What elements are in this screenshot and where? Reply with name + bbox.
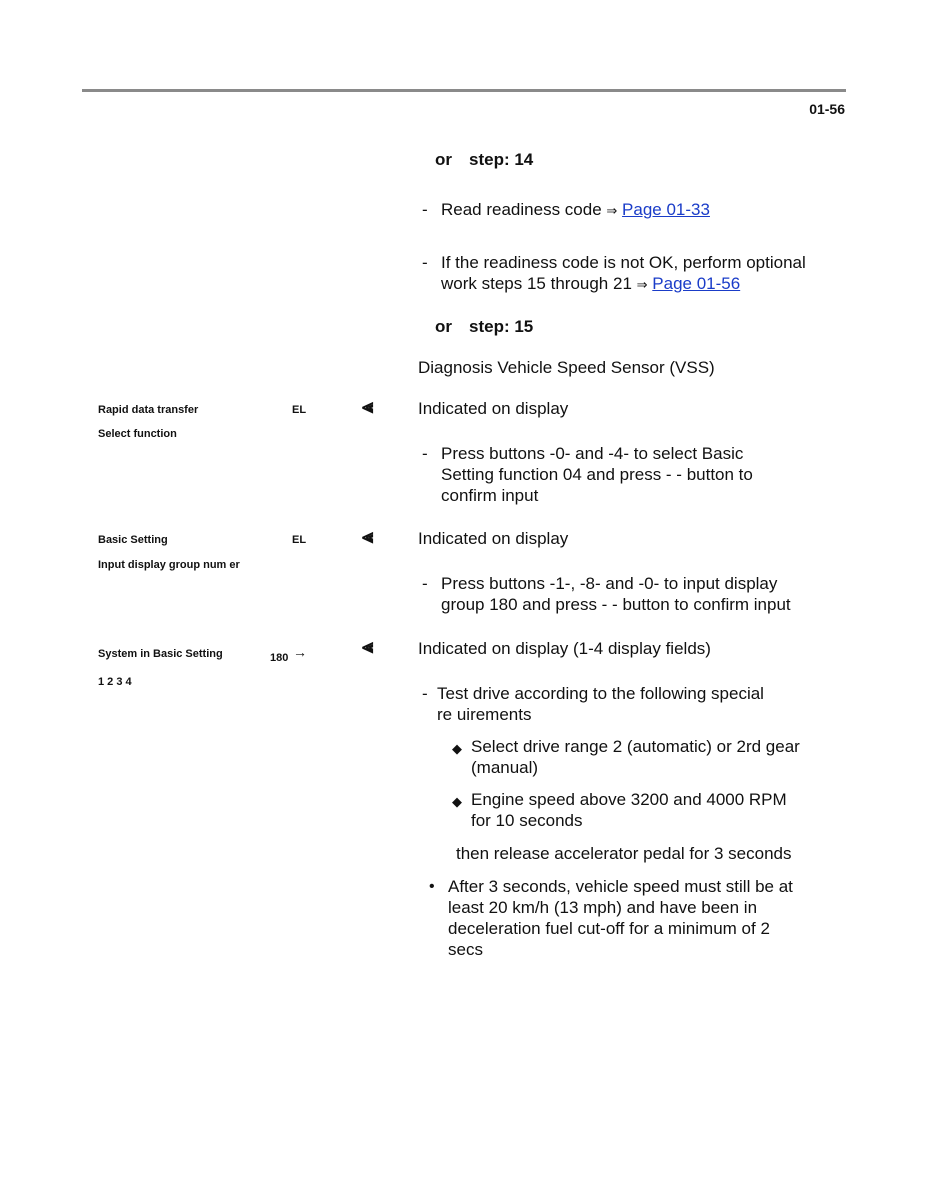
item-line: Engine speed above 3200 and 4000 RPM [471,790,787,809]
display-line-2: Input display group num er [98,559,240,571]
see-arrow-icon: ⇒ [606,203,618,218]
dash: - [422,574,428,593]
press-buttons-item-2 [422,573,842,615]
display-indicator-icon: ⫷ [362,636,374,658]
indicated-on-display: Indicated on display (1-4 display fields) [418,639,711,658]
display-line-1: Basic Setting [98,534,168,546]
item-line: confirm input [441,486,539,505]
step-label: step: 15 [469,317,534,336]
indicated-on-display: Indicated on display [418,399,569,418]
item-line: least 20 km/h (13 mph) and have been in [448,898,758,917]
item-line: Press buttons -1-, -8- and -0- to input display [441,574,778,593]
display-indicator-icon: ⫷ [362,526,374,548]
page-link-01-33[interactable]: Page 01-33 [622,200,710,219]
readiness-not-ok-item [422,252,842,295]
display-line-1: Rapid data transfer [98,404,199,416]
item-line: secs [448,940,483,959]
display-indicator-icon: ⫷ [362,396,374,418]
item-line: Press buttons -0- and -4- to select Basic [441,444,744,463]
page-number: 01-56 [809,101,845,117]
item-line: Setting function 04 and press - - button to [441,465,753,484]
read-readiness-item [422,199,842,221]
item-line: group 180 and press - - button to confirm input [441,595,791,614]
requirement-bullet-2 [452,789,842,831]
test-drive-item [422,683,842,725]
right-arrow-icon: → [293,644,307,660]
item-line: If the readiness code is not OK, perform optional [441,253,806,272]
step-14-heading [435,150,533,170]
step-label: step: 14 [469,150,534,169]
display-code: 180 [270,652,289,664]
item-line: Select drive range 2 (automatic) or 2rd gear [471,737,800,756]
item-line: re uirements [437,705,532,724]
bullet-dot-icon: • [429,878,435,895]
dash: - [422,444,428,463]
item-text: Read readiness code [441,200,602,219]
or-label: or [435,150,452,169]
after-3-seconds-item [429,876,829,960]
dash: - [422,253,428,272]
or-label: or [435,317,452,336]
item-line: for 10 seconds [471,811,583,830]
page-link-01-56[interactable]: Page 01-56 [652,274,741,293]
diamond-bullet-icon: ◆ [452,794,462,809]
dash: - [422,684,428,703]
release-instruction: then release accelerator pedal for 3 seconds [456,844,792,863]
indicated-on-display: Indicated on display [418,529,569,548]
display-code: EL [292,404,307,416]
diagnosis-heading: Diagnosis Vehicle Speed Sensor (VSS) [418,358,715,377]
see-arrow-icon: ⇒ [636,277,648,292]
item-line: work steps 15 through 21 [441,274,632,293]
press-buttons-item-1 [422,443,842,506]
step-15-heading [435,317,533,337]
diamond-bullet-icon: ◆ [452,741,462,756]
requirement-bullet-1 [452,736,842,778]
display-code: EL [292,534,307,546]
dash: - [422,200,428,219]
display-line-1: System in Basic Setting [98,648,223,660]
item-line: deceleration fuel cut-off for a minimum of 2 [448,919,770,938]
item-line: Test drive according to the following special [437,684,764,703]
item-line: (manual) [471,758,539,777]
display-fields: 1 2 3 4 [98,676,132,688]
display-line-2: Select function [98,428,177,440]
item-line: After 3 seconds, vehicle speed must still be at [448,877,793,896]
header-rule [82,89,846,92]
